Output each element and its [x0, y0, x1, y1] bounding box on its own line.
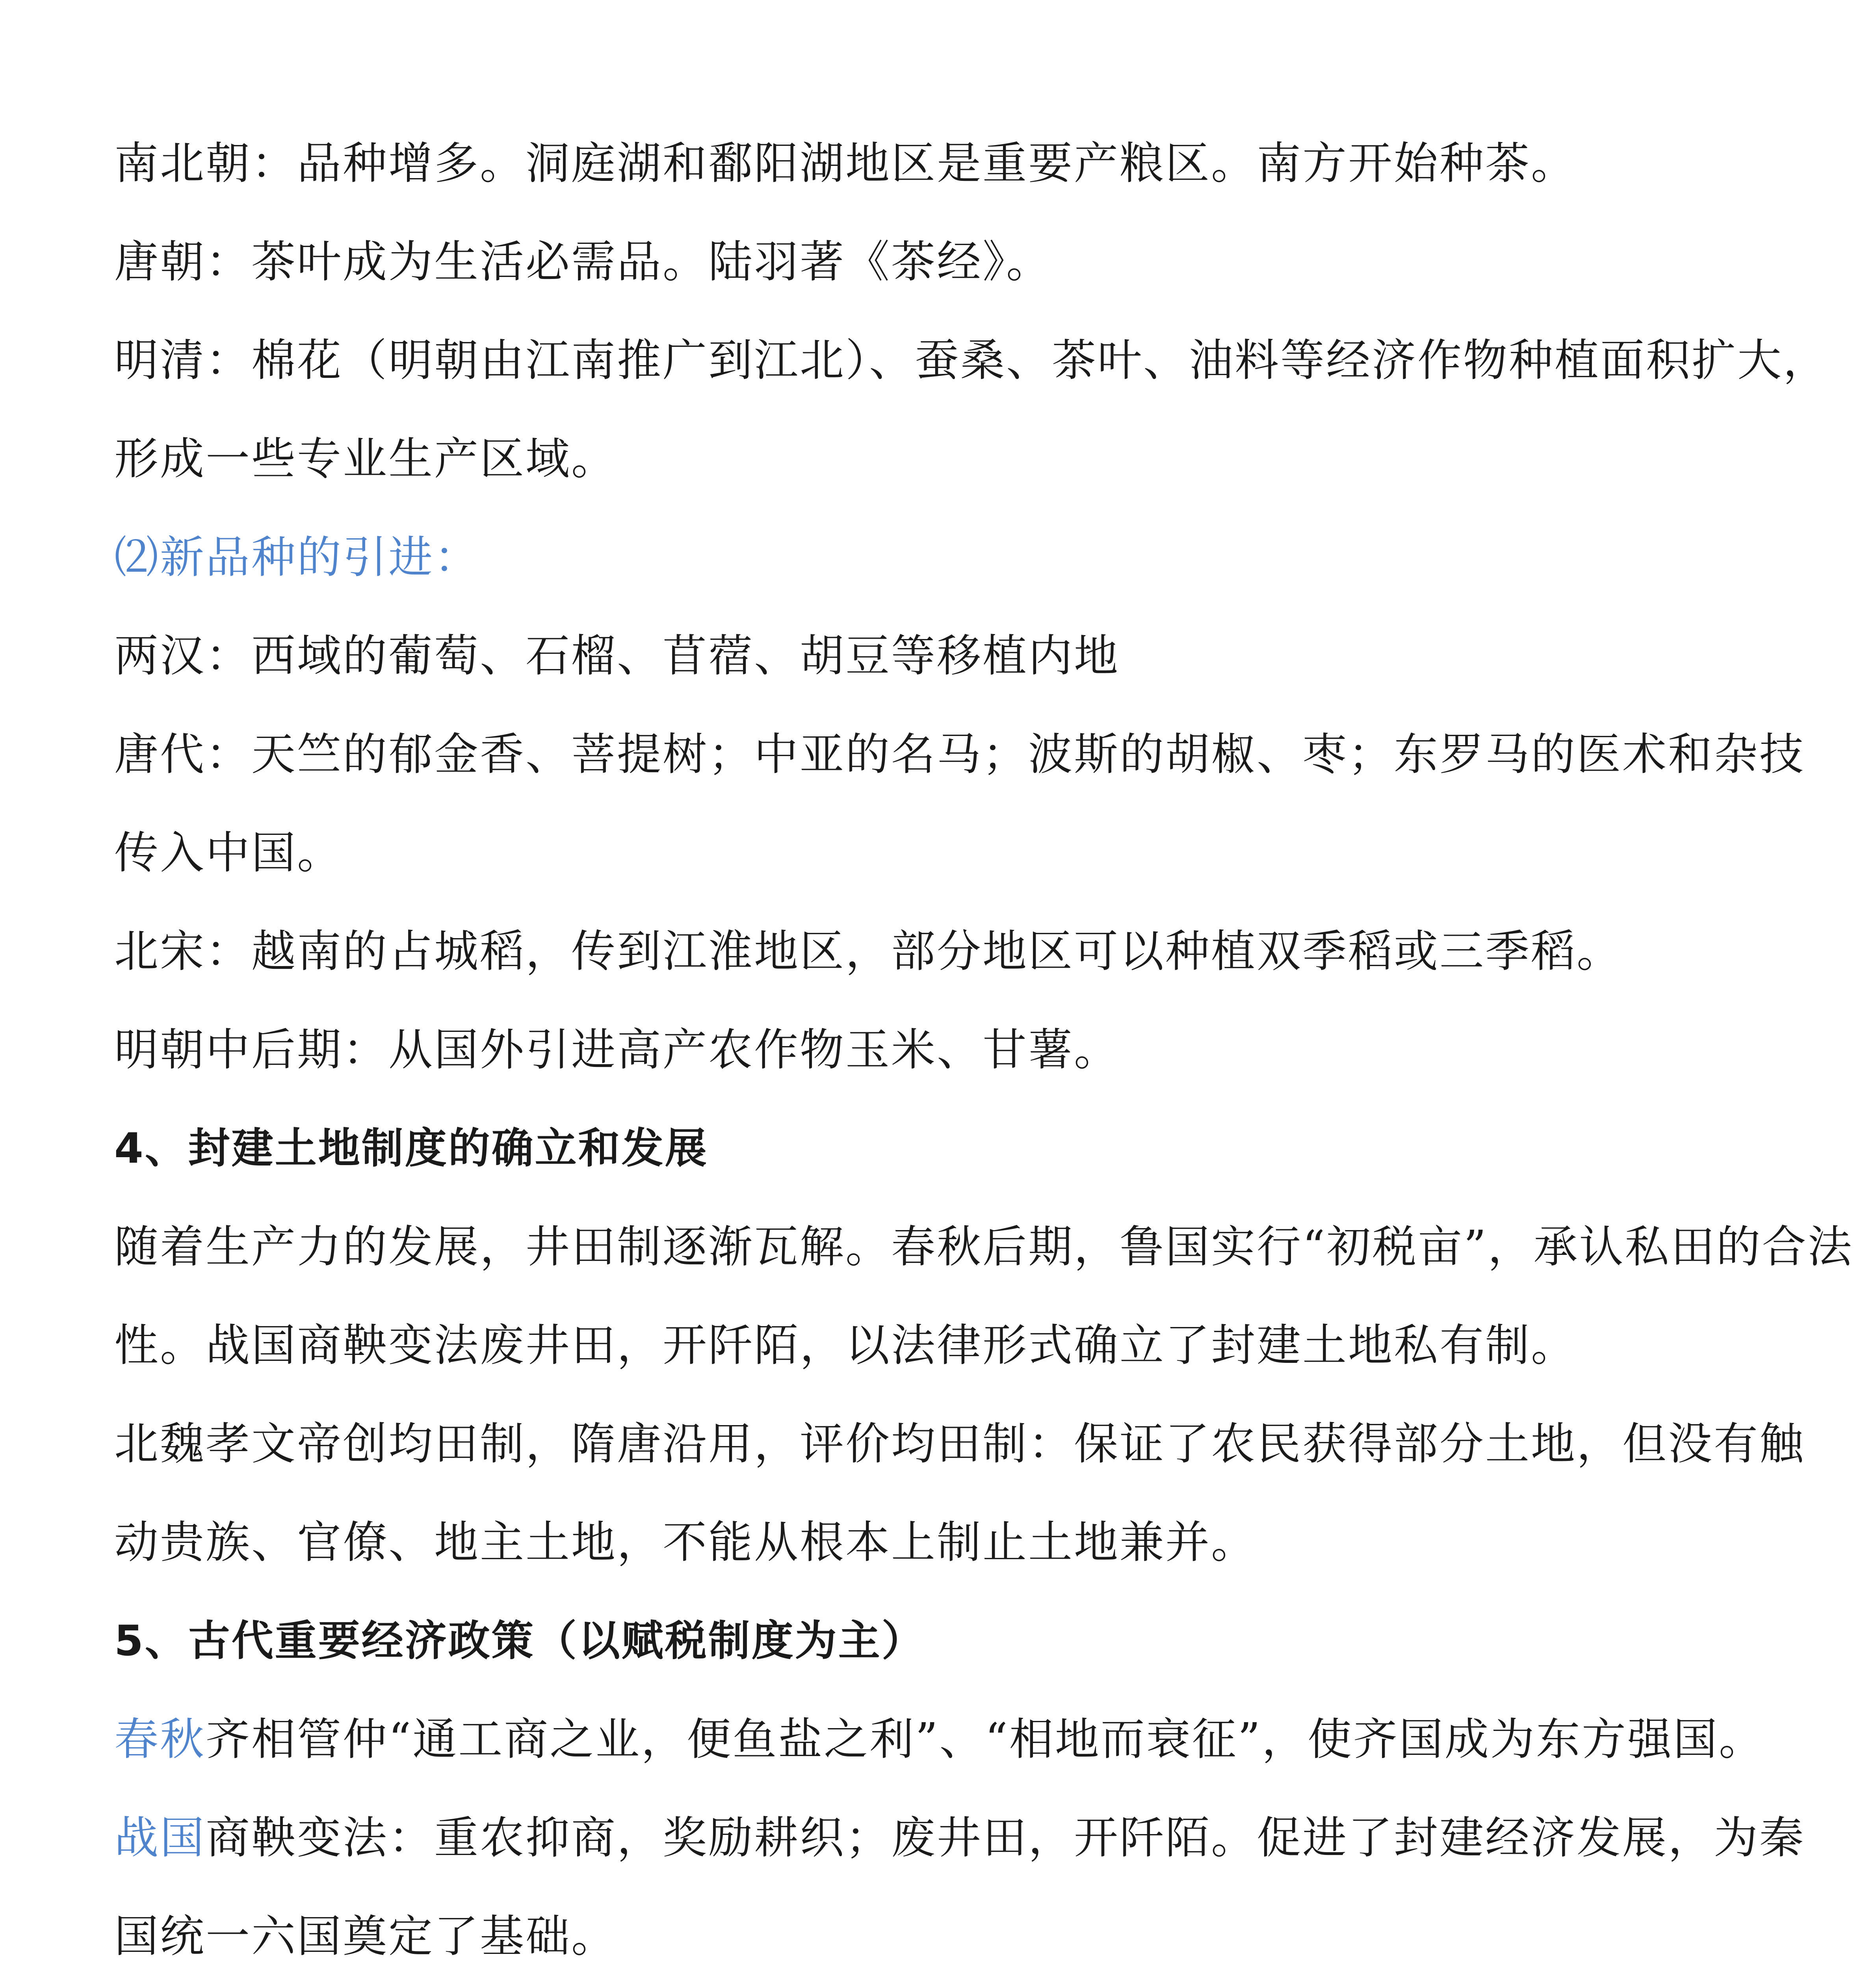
section-heading-land-system	[114, 1121, 1777, 1176]
text-line-warring-states-reform-cont	[114, 1909, 1777, 1964]
line-text: 北宋：越南的占城稻，传到江淮地区，部分地区可以种植双季稻或三季稻。	[114, 926, 1622, 977]
line-text: 明朝中后期：从国外引进高产农作物玉米、甘薯。	[114, 1024, 1120, 1076]
text-line-ming-qing-crops	[114, 333, 1829, 388]
period-label: 战国	[114, 1812, 206, 1864]
line-text: 随着生产力的发展，井田制逐渐瓦解。春秋后期，鲁国实行“初税亩”，承认私田的合法	[114, 1221, 1854, 1273]
subheading-new-varieties	[114, 530, 1777, 585]
line-text: 传入中国。	[114, 827, 343, 879]
text-line-ming-qing-crops-cont	[114, 431, 1777, 487]
line-text: 南北朝：品种增多。洞庭湖和鄱阳湖地区是重要产粮区。南方开始种茶。	[114, 138, 1577, 189]
section-heading-economic-policies	[114, 1613, 1777, 1669]
text-line-tang-imports	[114, 727, 1805, 782]
line-text: 动贵族、官僚、地主土地，不能从根本上制止土地兼并。	[114, 1517, 1257, 1568]
line-text: 性。战国商鞅变法废井田，开阡陌，以法律形式确立了封建土地私有制。	[114, 1320, 1577, 1371]
heading-text: 4、封建土地制度的确立和发展	[114, 1124, 708, 1173]
line-text: 明清：棉花（明朝由江南推广到江北）、蚕桑、茶叶、油料等经济作物种植面积扩大，	[114, 335, 1829, 386]
heading-text: 5、古代重要经济政策（以赋税制度为主）	[114, 1617, 925, 1665]
line-text: 齐相管仲“通工商之业，便鱼盐之利”、“相地而衰征”，使齐国成为东方强国。	[206, 1714, 1765, 1765]
text-line-southern-northern-varieties	[114, 136, 1777, 191]
line-text: 两汉：西域的葡萄、石榴、苜蓿、胡豆等移植内地	[114, 630, 1120, 682]
line-text: 国统一六国奠定了基础。	[114, 1911, 617, 1962]
text-line-warring-states-reform	[114, 1810, 1805, 1866]
text-line-equal-field-cont	[114, 1515, 1777, 1570]
text-line-late-ming-crops	[114, 1022, 1777, 1078]
line-text: 唐朝：茶叶成为生活必需品。陆羽著《茶经》。	[114, 236, 1052, 288]
text-line-shang-yang-land	[114, 1318, 1777, 1373]
text-line-tang-imports-cont	[114, 825, 1777, 881]
text-line-tang-tea	[114, 234, 1777, 290]
line-text: 形成一些专业生产区域。	[114, 433, 617, 485]
text-line-han-western-regions	[114, 628, 1777, 684]
text-line-equal-field	[114, 1416, 1805, 1472]
line-text: ⑵新品种的引进：	[114, 532, 480, 583]
line-text: 唐代：天竺的郁金香、菩提树；中亚的名马；波斯的胡椒、枣；东罗马的医术和杂技	[114, 729, 1805, 780]
line-text: 商鞅变法：重农抑商，奖励耕织；废井田，开阡陌。促进了封建经济发展，为秦	[206, 1812, 1805, 1864]
period-label: 春秋	[114, 1714, 206, 1765]
text-line-northern-song-rice	[114, 924, 1777, 979]
text-line-spring-autumn-guan-zhong	[114, 1712, 1777, 1767]
line-text: 北魏孝文帝创均田制，隋唐沿用，评价均田制：保证了农民获得部分土地，但没有触	[114, 1418, 1805, 1470]
text-line-well-field-collapse	[114, 1219, 1854, 1275]
